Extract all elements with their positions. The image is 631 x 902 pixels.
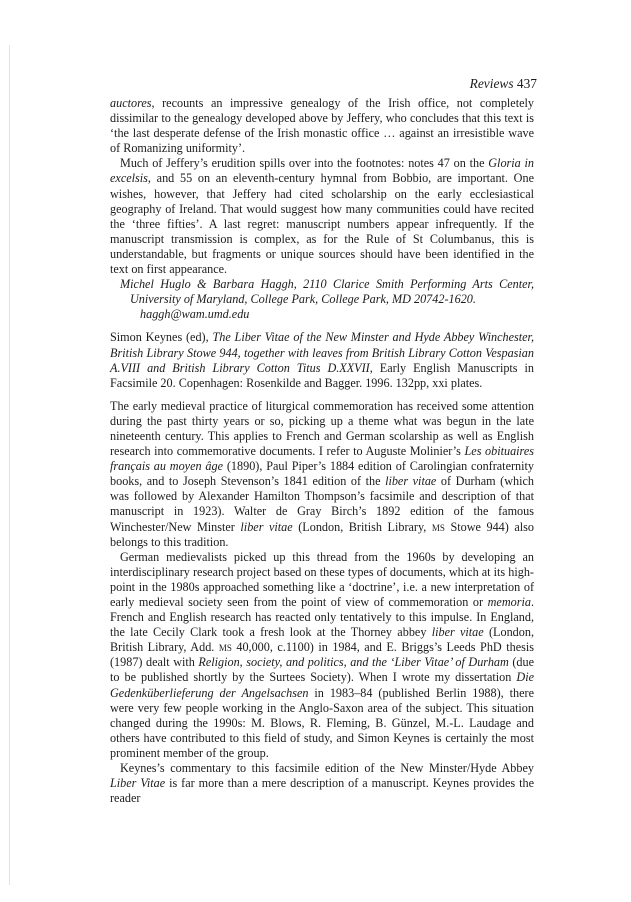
book-title: The Liber Vitae of the New Minster and Hyde Abbey Winchester, British Library Stowe 944, together with leaves from British Library Cotton Vespasian A.VIII and British Library Cotton Titus D.XXVII (110, 330, 534, 375)
italic-term: Die Gedenküberlieferung der Angelsachsen (110, 670, 534, 700)
italic-term: liber vitae (240, 519, 293, 534)
text-run: The early medieval practice of liturgical commemoration has received some attention during the past thirty years or so, picking up a theme what was begun in the late nineteenth century. This applies to French and German scolarship as well as English research into commemorative documents. I refer to Auguste Molinier’s (110, 398, 534, 459)
binding-gutter-line (9, 45, 10, 885)
text-run: (London, British Library, (292, 519, 432, 534)
text-run: is far more than a mere description of a manuscript. Keynes provides the reader (110, 776, 534, 806)
section-gap (110, 391, 534, 399)
paragraph-4 (110, 550, 534, 761)
text-run: (London, British Library, Add. (110, 625, 534, 655)
paragraph-2 (110, 156, 534, 277)
page-number: 437 (516, 76, 537, 91)
paragraph-5 (110, 761, 534, 806)
reviewer-names-address: Michel Huglo & Barbara Haggh, 2110 Clarice Smith Performing Arts Center, University of Maryland, College Park, College Park, MD 20742-1620. (120, 277, 534, 307)
section-gap (110, 322, 534, 330)
review-heading (110, 330, 534, 390)
small-caps-abbrev: ms (218, 640, 232, 655)
paragraph-3 (110, 399, 534, 550)
publication-details: , Early English Manuscripts in Facsimile 20. Copenhagen: Rosenkilde and Bagger. 1996. 132pp, xxi plates. (110, 360, 534, 390)
text-run: Keynes’s commentary to this facsimile edition of the New Minster/Hyde Abbey (120, 761, 534, 776)
running-header-section: Reviews (469, 76, 514, 91)
italic-term: liber vitae (385, 474, 437, 489)
italic-term: memoria (487, 595, 531, 609)
running-header (470, 76, 537, 92)
paragraph-1 (110, 96, 534, 156)
reviewer-email: haggh@wam.umd.edu (140, 307, 250, 322)
text-run: in 1983–84 (published Berlin 1988), there were very few people working in the Anglo-Saxon area of the subject. This situation changed during the 1990s: M. Blows, R. Fleming, B. Günzel, M.-L. Laudage and others have contributed to this field of study, and Simon Keynes is certainly the most prominent member of the group. (110, 685, 534, 760)
text-run: Much of Jeffery’s erudition spills over into the footnotes: notes 47 on the (120, 156, 489, 171)
italic-term: auctores (110, 96, 152, 110)
editor-name: Simon Keynes (ed), (110, 330, 213, 345)
text-run: of Durham (which was followed by Alexander Hamilton Thompson’s facsimile and description of that manuscript in 1923). Walter de Gray Birch’s 1892 edition of the famous Winchester/New Minster (110, 474, 534, 534)
small-caps-abbrev: ms (431, 519, 445, 534)
text-run: , recounts an impressive genealogy of the Irish office, not completely dissimilar to the genealogy developed above by Jeffery, who concludes that this text is ‘the last desperate defense of the Irish monastic office … against an irresistible wave of Romanizing uniformity’. (110, 96, 534, 156)
page-body (110, 96, 534, 806)
italic-term: Liber Vitae (110, 776, 166, 791)
italic-term: Gloria in excelsis (110, 156, 534, 186)
text-run: (1890), Paul Piper’s 1884 edition of Carolingian confraternity books, and to Joseph Stevenson’s 1841 edition of the (110, 459, 534, 489)
text-run: , and 55 on an eleventh-century hymnal from Bobbio, are important. One wishes, however, that Jeffery had cited scholarship on the early ecclesiastical geography of Ireland. That would suggest how many communities could have recited the ‘three fifties’. A last regret: manuscript numbers appear infrequently. If the manuscript transmission is complex, as for the Rule of St Columbanus, this is understandable, but fragments or unique sources should have been identified in the text on first appearance. (110, 171, 534, 277)
italic-term: liber vitae (431, 625, 484, 640)
text-run: German medievalists picked up this thread from the 1960s by developing an interdisciplinary research project based on these types of documents, which at its high-point in the 1980s approached something like a ‘doctrine’, i.e. a new interpretation of early medieval society seen from the point of view of commemoration or (110, 549, 534, 609)
italic-term: Religion, society, and politics, and the ‘Liber Vitae’ of Durham (198, 655, 509, 670)
text-run: (due to be published shortly by the Surtees Society). When I wrote my dissertation (110, 655, 534, 685)
text-run: 40,000, c.1100) in 1984, and E. Briggs’s Leeds PhD thesis (1987) dealt with (110, 640, 534, 670)
text-run: . French and English research has reacted only tentatively to this impulse. In England, the late Cecily Clark took a fresh look at the Thorney abbey (110, 595, 534, 640)
reviewer-signature (110, 277, 534, 322)
italic-term: Les obituaires français au moyen âge (110, 444, 534, 474)
text-run: Stowe 944) also belongs to this tradition. (110, 519, 534, 549)
